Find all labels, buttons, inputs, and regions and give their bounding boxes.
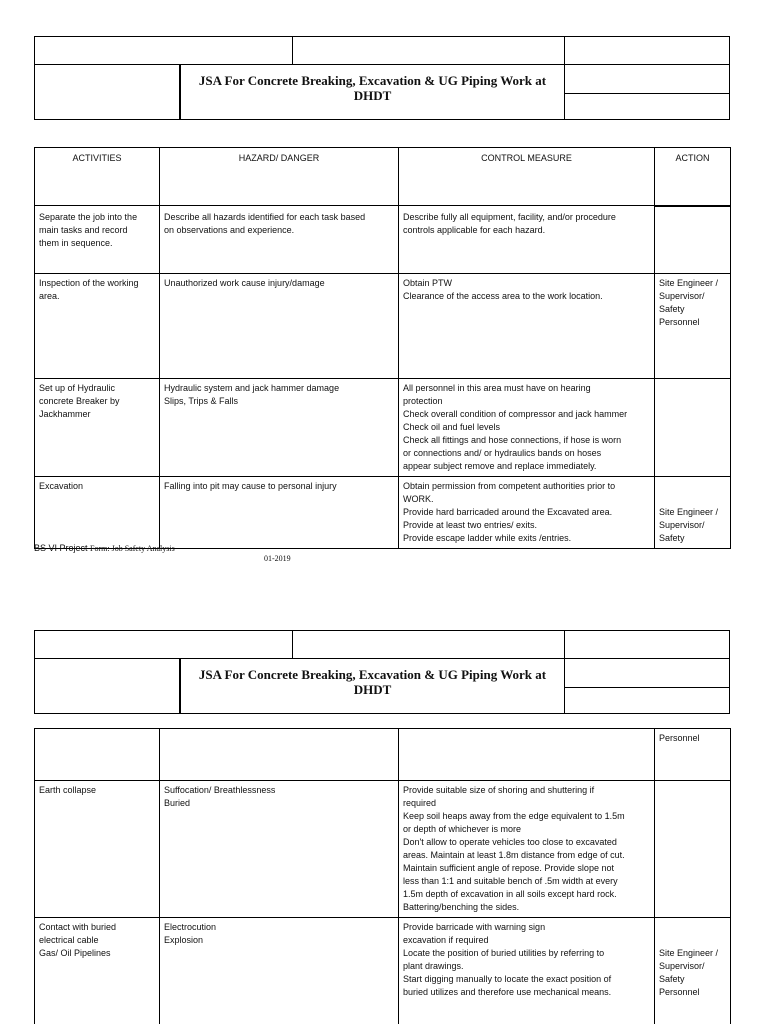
activity-cell xyxy=(35,729,160,781)
control-line: Provide escape ladder while exits /entries. xyxy=(403,533,572,543)
control-cell xyxy=(399,206,655,274)
hazard-line: Slips, Trips & Falls xyxy=(164,396,239,406)
title-line-1: JSA For Concrete Breaking, Excavation & UG Piping Work at xyxy=(198,73,547,88)
action-cell xyxy=(655,781,731,918)
hazard-cell xyxy=(160,918,399,1024)
control-line: protection xyxy=(403,396,443,406)
table-row xyxy=(35,729,731,781)
action-cell xyxy=(655,729,731,781)
action-line: Personnel xyxy=(659,733,700,743)
control-line: Provide suitable size of shoring and shuttering if xyxy=(403,785,595,795)
action-line: Supervisor/ xyxy=(659,520,705,530)
control-cell xyxy=(399,729,655,781)
activity-line: Set up of Hydraulic xyxy=(39,383,116,393)
action-line: Personnel xyxy=(659,987,700,997)
table-row xyxy=(35,781,731,918)
activity-line: Jackhammer xyxy=(39,409,91,419)
table-header-row xyxy=(35,148,731,206)
action-line: Safety xyxy=(659,304,685,314)
control-line: Describe fully all equipment, facility, and/or procedure xyxy=(403,212,616,222)
table-row xyxy=(35,477,731,549)
control-line: less than 1:1 and suitable bench of .5m width at every xyxy=(403,876,618,886)
activity-line: area. xyxy=(39,291,60,301)
hazard-line: Explosion xyxy=(164,935,204,945)
hazard-line: on observations and experience. xyxy=(164,225,295,235)
activity-line: them in sequence. xyxy=(39,238,113,248)
control-line: Check overall condition of compressor and jack hammer xyxy=(403,409,628,419)
control-line: Maintain sufficient angle of repose. Provide slope not xyxy=(403,863,614,873)
control-line: Obtain permission from competent authorities prior to xyxy=(403,481,616,491)
hazard-cell xyxy=(160,379,399,477)
footer-project: BS VI Project xyxy=(34,543,88,553)
action-cell xyxy=(655,918,731,1024)
action-line: Supervisor/ xyxy=(659,961,705,971)
page2-jsa-table xyxy=(34,728,731,1024)
control-line: plant drawings. xyxy=(403,961,464,971)
action-line xyxy=(659,934,726,947)
footer-date: 01-2019 xyxy=(264,554,291,563)
control-line: Provide hard barricaded around the Excavated area. xyxy=(403,507,613,517)
control-cell xyxy=(399,274,655,379)
title-line-2: DHDT xyxy=(353,88,392,103)
page-footer xyxy=(34,543,175,553)
action-line xyxy=(659,921,726,934)
title-line-1: JSA For Concrete Breaking, Excavation & UG Piping Work at xyxy=(198,667,547,682)
hazard-line: Describe all hazards identified for each task based xyxy=(164,212,366,222)
page1-jsa-table xyxy=(34,147,731,549)
hazard-line: Falling into pit may cause to personal injury xyxy=(164,481,337,491)
activity-line: Contact with buried xyxy=(39,922,117,932)
activity-line: electrical cable xyxy=(39,935,99,945)
action-cell xyxy=(655,477,731,549)
control-line: 1.5m depth of excavation in all soils except hard rock. xyxy=(403,889,617,899)
action-cell xyxy=(655,379,731,477)
footer-form-name: Form: Job Safety Analysis xyxy=(90,544,175,553)
table-row xyxy=(35,918,731,1024)
action-line: Personnel xyxy=(659,317,700,327)
control-line: or depth of whichever is more xyxy=(403,824,522,834)
control-line: Check all fittings and hose connections, if hose is worn xyxy=(403,435,622,445)
control-line: Provide at least two entries/ exits. xyxy=(403,520,538,530)
hazard-line: Hydraulic system and jack hammer damage xyxy=(164,383,340,393)
page1-document-title xyxy=(180,73,565,103)
action-line: Safety xyxy=(659,974,685,984)
action-line: Site Engineer / xyxy=(659,948,719,958)
control-line: Clearance of the access area to the work location. xyxy=(403,291,603,301)
activity-cell xyxy=(35,781,160,918)
activity-line: Gas/ Oil Pipelines xyxy=(39,948,111,958)
hazard-line: Unauthorized work cause injury/damage xyxy=(164,278,325,288)
control-line: Obtain PTW xyxy=(403,278,453,288)
control-line: WORK. xyxy=(403,494,434,504)
control-line: controls applicable for each hazard. xyxy=(403,225,546,235)
activity-line: Inspection of the working xyxy=(39,278,139,288)
hazard-cell xyxy=(160,477,399,549)
hazard-line: Buried xyxy=(164,798,191,808)
column-header-activities: ACTIVITIES xyxy=(35,148,160,206)
activity-cell xyxy=(35,379,160,477)
control-cell xyxy=(399,477,655,549)
control-line: buried utilizes and therefore use mechanical means. xyxy=(403,987,612,997)
activity-line: main tasks and record xyxy=(39,225,128,235)
page2-header-block xyxy=(34,630,730,714)
control-line: Locate the position of buried utilities by referring to xyxy=(403,948,605,958)
activity-cell xyxy=(35,206,160,274)
page2-document-title xyxy=(180,667,565,697)
action-line: Site Engineer / xyxy=(659,507,719,517)
activity-line: concrete Breaker by xyxy=(39,396,120,406)
column-header-control: CONTROL MEASURE xyxy=(399,148,655,206)
action-cell xyxy=(655,206,731,274)
control-line: required xyxy=(403,798,437,808)
activity-cell xyxy=(35,918,160,1024)
hazard-cell xyxy=(160,729,399,781)
activity-line: Excavation xyxy=(39,481,84,491)
page1-header-block xyxy=(34,36,730,120)
hazard-line: Suffocation/ Breathlessness xyxy=(164,785,276,795)
control-line: Check oil and fuel levels xyxy=(403,422,501,432)
control-cell xyxy=(399,918,655,1024)
control-line: Don't allow to operate vehicles too close to excavated xyxy=(403,837,617,847)
column-header-action: ACTION xyxy=(655,148,731,206)
table-row xyxy=(35,274,731,379)
control-line: Start digging manually to locate the exact position of xyxy=(403,974,612,984)
action-line: Safety xyxy=(659,533,685,543)
action-line xyxy=(659,493,726,506)
hazard-line: Electrocution xyxy=(164,922,217,932)
hazard-cell xyxy=(160,781,399,918)
column-header-hazard: HAZARD/ DANGER xyxy=(160,148,399,206)
hazard-cell xyxy=(160,274,399,379)
control-line: Battering/benching the sides. xyxy=(403,902,520,912)
control-cell xyxy=(399,379,655,477)
title-line-2: DHDT xyxy=(353,682,392,697)
action-line: Supervisor/ xyxy=(659,291,705,301)
action-line: Site Engineer / xyxy=(659,278,719,288)
activity-line: Separate the job into the xyxy=(39,212,138,222)
table-row xyxy=(35,379,731,477)
control-cell xyxy=(399,781,655,918)
control-line: excavation if required xyxy=(403,935,489,945)
control-line: or connections and/ or hydraulics bands on hoses xyxy=(403,448,602,458)
activity-line: Earth collapse xyxy=(39,785,97,795)
control-line: areas. Maintain at least 1.8m distance from edge of cut. xyxy=(403,850,625,860)
control-line: All personnel in this area must have on hearing xyxy=(403,383,591,393)
control-line: Provide barricade with warning sign xyxy=(403,922,546,932)
activity-cell xyxy=(35,477,160,549)
action-line xyxy=(659,480,726,493)
table-row xyxy=(35,206,731,274)
hazard-cell xyxy=(160,206,399,274)
control-line: appear subject remove and replace immediately. xyxy=(403,461,597,471)
control-line: Keep soil heaps away from the edge equivalent to 1.5m xyxy=(403,811,625,821)
activity-cell xyxy=(35,274,160,379)
action-cell xyxy=(655,274,731,379)
